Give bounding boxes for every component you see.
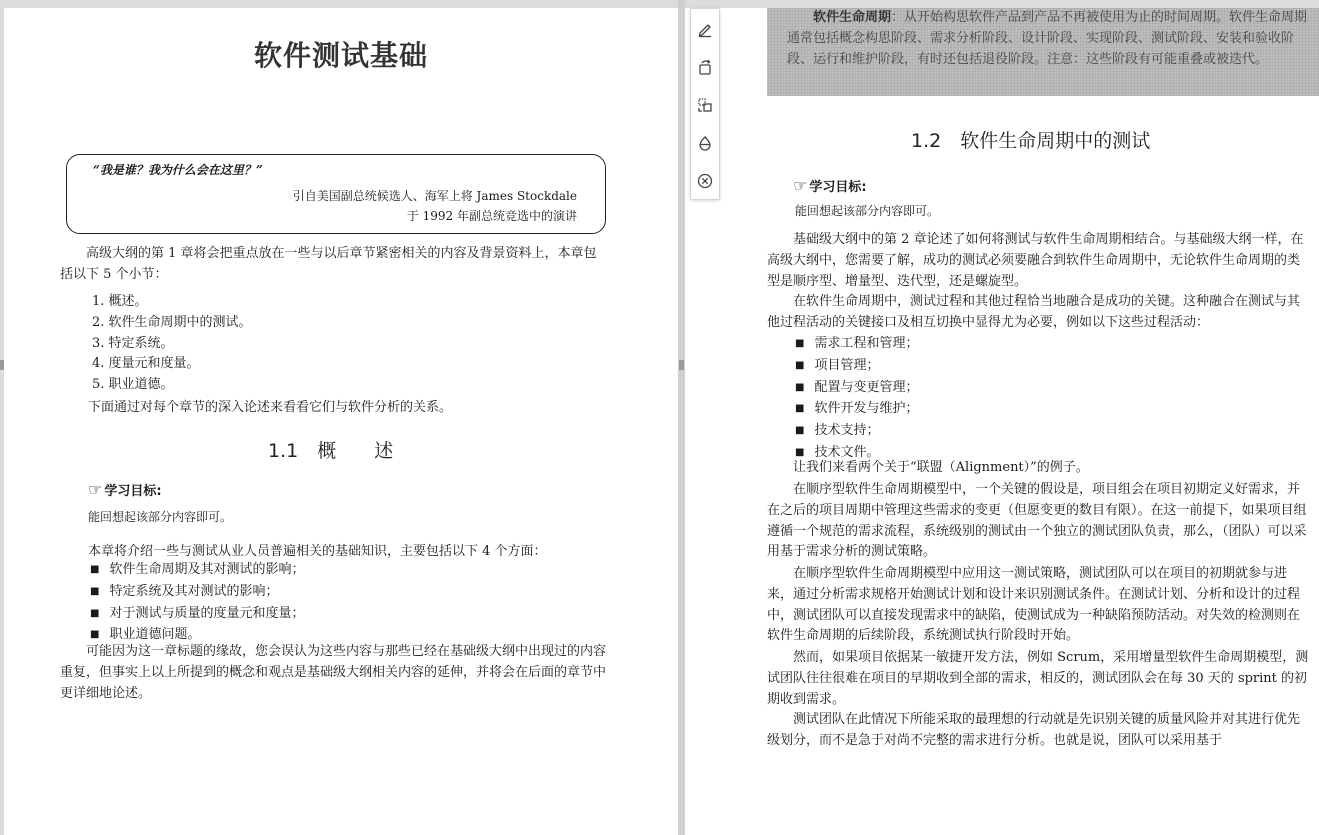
list-item: ■ 配置与变更管理； — [795, 378, 918, 400]
topic-bullet-list — [90, 560, 304, 647]
list-item: ■ 职业道德问题。 — [90, 625, 304, 647]
list-item: 3. 特定系统。 — [92, 335, 174, 351]
list-item: ■ 技术文件。 — [795, 443, 918, 465]
eraser-tool-button[interactable] — [691, 129, 719, 157]
pen-icon — [696, 20, 714, 38]
page-gutter — [678, 0, 685, 835]
pen-tool-button[interactable] — [691, 15, 719, 43]
paragraph-1: 基础级大纲中的第 2 章论述了如何将测试与软件生命周期相结合。与基础级大纲一样，在高级大纲中，您需要了解，成功的测试必须要融合到软件生命周期中，无论软件生命周期的类型是顺序型、增量型、迭代型，还是螺旋型。 — [767, 232, 1304, 289]
quote-source-line1: 引自美国副总统候选人、海军上将 James Stockdale — [292, 189, 577, 203]
quote-text: “我是谁？我为什么会在这里？” — [93, 163, 263, 177]
list-item: ■ 项目管理； — [795, 356, 918, 378]
section-title-1-1: 1.1 概 述 — [268, 440, 394, 462]
paragraph-5: 在顺序型软件生命周期模型中应用这一测试策略，测试团队可以在项目的初期就参与进来，通过分析需求规格开始测试计划和设计来识别测试条件。在测试计划、分析和设计的过程中，测试团队可以直接发现需求中的缺陷，使测试成为一种缺陷预防活动。对失效的检测则在软件生命周期的后续阶段，系统测试执行阶段时开始。 — [767, 566, 1301, 644]
paragraph-4: 在顺序型软件生命周期模型中，一个关键的假设是，项目组会在项目初期定义好需求，并在之后的项目周期中管理这些需求的变更（但愿变更的数目有限）。在这一前提下，如果项目组遵循一个规范的需求流程，系统级别的测试由一个独立的测试团队负责，那么，（团队）可以采用基于需求分析的测试策略。 — [767, 482, 1307, 560]
list-item: ■ 特定系统及其对测试的影响； — [90, 582, 304, 604]
eraser-icon — [696, 134, 714, 152]
paragraph-3: 让我们来看两个关于“联盟（Alignment）”的例子。 — [793, 460, 1089, 475]
list-item: 1. 概述。 — [92, 294, 148, 309]
scanned-definition-block — [767, 8, 1319, 96]
closing-paragraph: 可能因为这一章标题的缘故，您会误认为这些内容与那些已经在基础级大纲中出现过的内容重复，但事实上以上所提到的概念和观点是基础级大纲相关内容的延伸，并将会在后面的章节中更详细地论述。 — [60, 644, 607, 701]
chapter-section-list — [92, 292, 252, 396]
list-item: ■ 对于测试与质量的度量元和度量； — [90, 604, 304, 626]
rotate-tool-button[interactable] — [691, 53, 719, 81]
list-item: 4. 度量元和度量。 — [92, 356, 200, 372]
paragraph-6: 然而，如果项目依据某一敏捷开发方法，例如 Scrum，采用增量型软件生命周期模型，测试团队往往很难在项目的早期收到全部的需求，相反的，测试团队会在每 30 天的 sprint 的初期收到需求。 — [767, 650, 1309, 707]
quote-source-line2: 于 1992 年副总统竞选中的演讲 — [406, 209, 577, 223]
annotation-toolbar — [690, 8, 720, 200]
definition-text: 软件生命周期：从开始构思软件产品到产品不再被使用为止的时间周期。软件生命周期通常包括概念构思阶段、需求分析阶段、设计阶段、实现阶段、测试阶段、安装和验收阶段、运行和维护阶段，有时还包括退役阶段。注意：这些阶段有可能重叠或被迭代。 — [787, 10, 1308, 67]
rotate-icon — [696, 58, 714, 76]
outro-paragraph: 下面通过对每个章节的深入论述来看看它们与软件分析的关系。 — [88, 400, 453, 415]
right-page — [685, 8, 1319, 835]
pointing-hand-icon: ☞ — [793, 176, 808, 195]
pointing-hand-icon: ☞ — [88, 480, 103, 499]
list-item: 2. 软件生命周期中的测试。 — [92, 314, 252, 330]
list-item: ■ 软件开发与维护； — [795, 399, 918, 421]
definition-term: 软件生命周期 — [813, 10, 892, 25]
close-icon — [696, 172, 714, 190]
learning-goal-text: 能回想起该部分内容即可。 — [795, 204, 940, 218]
extract-page-icon — [696, 96, 714, 114]
list-item: 5. 职业道德。 — [92, 377, 174, 393]
quote-box — [66, 154, 606, 234]
learning-goal-label: ☞ 学习目标: — [793, 176, 867, 195]
list-item: ■ 技术支持； — [795, 421, 918, 443]
close-tool-button[interactable] — [691, 167, 719, 195]
section-title-1-2: 1.2 软件生命周期中的测试 — [911, 130, 1151, 152]
process-bullet-list — [795, 334, 918, 465]
paragraph-7: 测试团队在此情况下所能采取的最理想的行动就是先识别关键的质量风险并对其进行优先级划分，而不是急于对尚不完整的需求进行分析。也就是说，团队可以采用基于 — [767, 712, 1301, 748]
list-item: ■ 软件生命周期及其对测试的影响； — [90, 560, 304, 582]
body-intro-paragraph: 本章将介绍一些与测试从业人员普遍相关的基础知识，主要包括以下 4 个方面： — [88, 544, 547, 559]
left-page — [4, 8, 678, 835]
extract-page-tool-button[interactable] — [691, 91, 719, 119]
paragraph-2: 在软件生命周期中，测试过程和其他过程恰当地融合是成功的关键。这种融合在测试与其他过程活动的关键接口及相互切换中显得尤为必要，例如以下这些过程活动： — [767, 294, 1301, 330]
learning-goal-label: ☞ 学习目标: — [88, 480, 162, 499]
learning-goal-text: 能回想起该部分内容即可。 — [88, 510, 233, 524]
intro-paragraph: 高级大纲的第 1 章将会把重点放在一些与以后章节紧密相关的内容及背景资料上，本章包括以下 5 个小节： — [60, 246, 597, 282]
gutter-resize-handle[interactable] — [679, 360, 684, 370]
list-item: ■ 需求工程和管理； — [795, 334, 918, 356]
chapter-title: 软件测试基础 — [253, 39, 428, 72]
